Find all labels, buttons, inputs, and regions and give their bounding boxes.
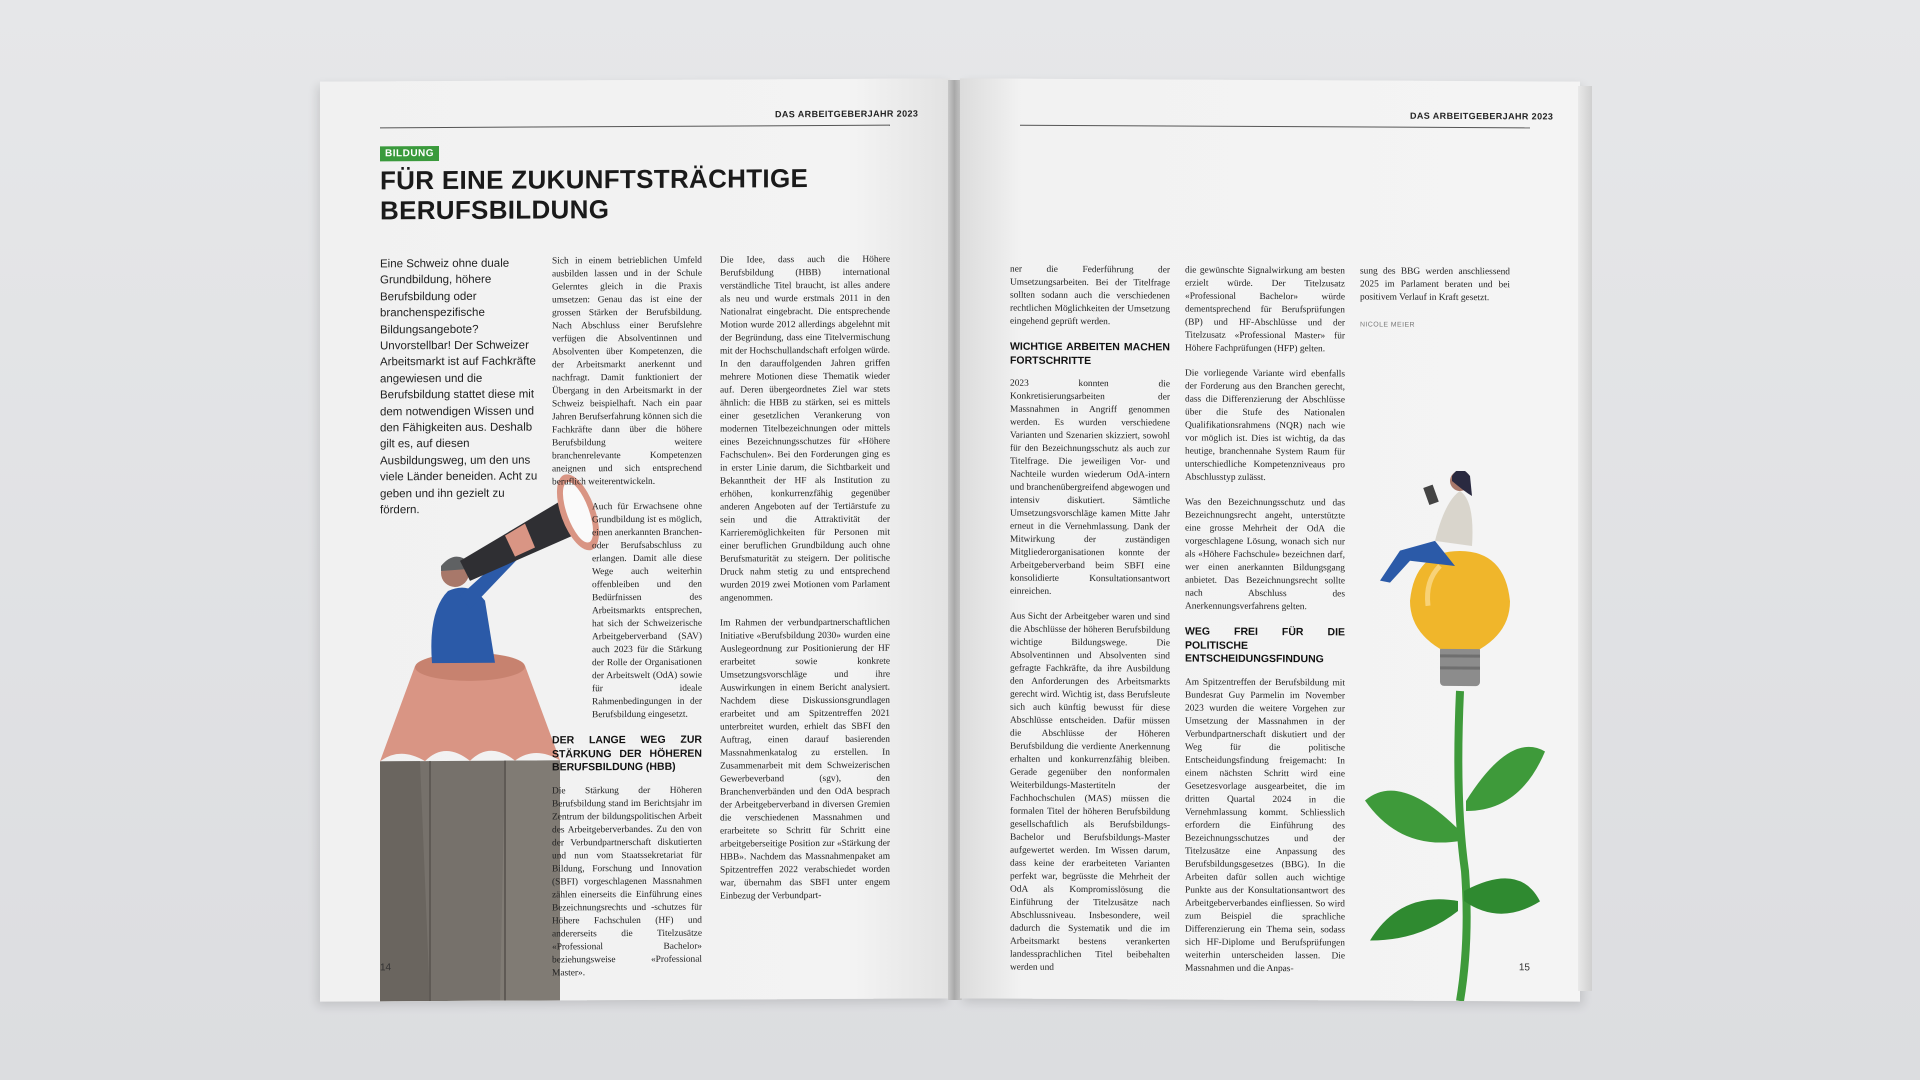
leaf-right [1466, 747, 1545, 812]
page-left [320, 78, 950, 1001]
bulb-base [1440, 646, 1480, 686]
header-rule-left [380, 125, 890, 129]
paragraph: Die Stärkung der Höheren Berufsbildung stand im Berichtsjahr im Zentrum der bildungspolitischen Arbeit des Arbeitgeberverbandes. Zu den von der Verbundpartnerschaft diskutierten und nun vom Staatssekretariat für Bildung, Forschung und Innovation (SBFI) vorgeschlagenen Massnahmen zählen einerseits die Einführung eines Bezeichnungsrechts und -schutzes für Höhere Fachschulen (HF) und andererseits die Titelzusätze «Professional Bachelor» beziehungsweise «Professional Master». [552, 785, 702, 978]
column-2 [552, 255, 702, 992]
paragraph: Am Spitzentreffen der Berufsbildung mit Bundesrat Guy Parmelin im November 2023 wurden die weitere Vorgehen zur Umsetzung der Massnahmen in der Verbundpartnerschaft diskutiert und der Weg für die politische Entscheidungsfindung freigemacht: In einem nächsten Schritt wird eine Gesetzesvorlage ausgearbeitet, die im dritten Quartal 2024 in die Vernehmlassung kommt. Schliesslich erfordern die Einführung des Bezeichnungsschutzes und der Titelzusätze eine Anpassung des Berufsbildungsgesetzes (BBG). In die Arbeiten dafür sollen auch wichtige Punkte aus der Konsultationsantwort des Arbeitgeberverbandes einfliessen. So wird zum Beispiel die sprachliche Differenzierung ein Thema sein, sodass sich HF-Diplome und Berufsprüfungen weiterhin unterscheiden lassen. Die Massnahmen und die Anpas- [1185, 677, 1345, 974]
column-5 [1185, 265, 1345, 988]
lightbulb-plant-illustration [1360, 470, 1560, 1001]
author-byline: NICOLE MEIER [1360, 321, 1415, 329]
paragraph: Sich in einem betrieblichen Umfeld ausbilden lassen und in der Schule Gelerntes gleich in die Praxis umsetzen: Genau das ist eine der grossen Stärken der Berufsbildung. Nach Abschluss einer Berufslehre verfügen die Absolventinnen und Absolventen über Kompetenzen, die der Arbeitsmarkt anerkennt und nachfragt. Damit funktioniert der Übergang in den Arbeitsmarkt in der Schweiz beispielhaft. Nach ein paar Jahren Berufserfahrung können sich die Fachkräfte dann über die höhere Berufsbildung weitere branchenrelevante Kompetenzen aneignen und sich entsprechend beruflich weiterentwickeln. [552, 255, 702, 488]
lead-paragraph: Eine Schweiz ohne duale Grundbildung, höhere Berufsbildung oder branchenspezifische Bildungsangebote? Unvorstellbar! Der Schweizer Arbeitsmarkt ist auf Fachkräfte angewiesen und die Berufsbildung stattet diese mit dem notwendigen Wissen und den Fähigkeiten aus. Deshalb gilt es, auf diesen Ausbildungsweg, um den uns viele Länder beneiden. Acht zu geben und ihn gezielt zu fördern. [380, 257, 538, 517]
paragraph: Im Rahmen der verbundpartnerschaftlichen Initiative «Berufsbildung 2030» wurden eine Auslegeordnung zur Positionierung der HF erarbeitet sowie konkrete Umsetzungsvorschläge und ihre Auswirkungen in einem Bericht analysiert. Nachdem diese Diskussionsgrundlagen erarbeitet und am Spitzentreffen 2021 unterbreitet wurden, erhielt das SBFI den Auftrag, einen darauf basierenden Massnahmenkatalog zu erstellen. In Zusammenarbeit mit dem Schweizerischen Gewerbeverband (sgv), den Branchenverbänden und den OdA besprach der Arbeitgeberverband in diversen Gremien die verschiedenen Massnahmen und erarbeitete so Schritt für Schritt eine arbeitgeberseitige Position zur «Stärkung der HBB». Nachdem das Massnahmenpaket am Spitzentreffen 2022 verabschiedet worden war, übernahm das SBFI unter engem Einbezug der Verbundpart- [720, 617, 890, 902]
page-number-right: 15 [1518, 962, 1530, 974]
paragraph: die gewünschte Signalwirkung am besten erzielt würde. Der Titelzusatz «Professional Bachelor» würde dementsprechend für Berufsprüfungen (BP) und HF-Abschlüsse und der Titelzusatz «Professional Master» für Höhere Fachprüfungen (HFP) gelten. [1185, 265, 1345, 355]
paragraph: Was den Bezeichnungsschutz und das Bezeichnungsrecht angeht, unterstützte eine grosse Mehrheit der OdA die vorgeschlagene Lösung, wonach sich nur als «Höhere Fachschule» bezeichnen darf, wer einen anerkannten Bildungsgang anbietet. Das Bezeichnungsrecht sollte nach Abschluss des Anerkennungsverfahrens gelten. [1185, 497, 1345, 613]
page-right [960, 78, 1580, 1001]
paragraph: Die Idee, dass auch die Höhere Berufsbildung (HBB) international verständliche Titel braucht, ist alles andere als neu und wurde erstmals 2011 in den Nationalrat eingebracht. Die entsprechende Motion wurde 2012 allerdings abgelehnt mit der Begründung, dass eine Titelvermischung mit der Hochschullandschaft erfolgen würde. In den darauffolgenden Jahren griffen mehrere Motionen diese Thematik wieder auf. Deren übergeordnetes Ziel war stets ähnlich: die HBB zu stärken, sei es mittels einer gesetzlichen Verankerung von modernen Titelbezeichnungen oder mittels eines Bezeichnungsschutzes für «Höhere Fachschulen». Bei den Forderungen ging es in erster Linie darum, die Sichtbarkeit und Bekanntheit der HF als Institution zu erhöhen, konkurrenzfähig gegenüber anderen Angeboten auf der Tertiärstufe zu sein und die Attraktivität der Karrieremöglichkeiten für Personen mit einer beruflichen Grundbildung auch ohne Berufsmaturität zu steigern. Der politische Druck nahm stetig zu und entsprechend wurden 2019 zwei Motionen vom Parlament angenommen. [720, 254, 890, 604]
paragraph: 2023 konnten die Konkretisierungsarbeiten der Massnahmen in Angriff genommen werden. Es wurden verschiedene Varianten und Szenarien skizziert, sowohl für den Bezeichnungsschutz als auch zur Titelfrage. Die jeweiligen Vor- und Nachteile wurden wiederum OdA-intern und branchenübergreifend abgewogen und intensiv diskutiert. Sämtliche Umsetzungsvorschläge kamen Mitte Jahr erneut in die Vernehmlassung. Dank der Mitwirkung der zuständigen Mitgliederorganisationen konnte der Arbeitgeberverband beim SBFI eine konsolidierte Konsultationsantwort einreichen. [1010, 378, 1170, 597]
woman-hair [1452, 470, 1472, 496]
subheading: WEG FREI FÜR DIE POLITISCHE ENTSCHEIDUNGSFINDUNG [1185, 625, 1345, 666]
paragraph: ner die Federführung der Umsetzungsarbeiten. Bei der Titelfrage sollten sodann auch die verschiedenen rechtlichen Möglichkeiten der Umsetzung eingehend geprüft werden. [1010, 264, 1170, 328]
running-head-right: DAS ARBEITGEBERJAHR 2023 [1410, 110, 1554, 122]
subheading: WICHTIGE ARBEITEN MACHEN FORTSCHRITTE [1010, 340, 1170, 367]
page-edges [1578, 86, 1592, 991]
paragraph: Auch für Erwachsene ohne Grundbildung ist es möglich, einen anerkannten Branchen- oder Berufsabschluss zu erlangen. Damit alle diese Wege auch weiterhin offenbleiben und den Bedürfnissen des Arbeitsmarkts entsprechen, hat sich der Schweizerische Arbeitgeberverband (SAV) auch 2023 für die Stärkung der Rolle der Organisationen der Arbeitswelt (OdA) sowie für ideale Rahmenbedingungen in der Berufsbildung eingesetzt. [592, 501, 702, 721]
leaf-left-2 [1370, 899, 1458, 941]
paragraph: Aus Sicht der Arbeitgeber waren und sind die Abschlüsse der höheren Berufsbildung wichtige Bildungswege. Die Absolventinnen und Absolventen sind gefragte Fachkräfte, da ihre Ausbildung den Anforderungen des Arbeitsmarkts gerecht wird. Wichtig ist, dass Berufsleute sich auch künftig bewusst für diese Abschlüsse entscheiden. Dafür müssen die Abschlüsse der Höheren Berufsbildung die verdiente Anerkennung erhalten und konkurrenzfähig bleiben. Gerade gegenüber den nonformalen Weiterbildungs-Mastertiteln der Fachhochschulen (MAS) müssen die formalen Titel der höheren Berufsbildung gesellschaftlich als Berufsbildungs-Bachelor und Berufsbildungs-Master aufgewertet werden. Im Wissen darum, dass keine der erarbeiteten Varianten perfekt war, begrüsste die Mehrheit der OdA als Kompromisslösung die Einführung der Titelzusätze nach Abschlussniveau. Insbesondere, weil dadurch die Systematik und die im Arbeitsmarkt bestens verankerten landessprachlichen Titel beibehalten werden und [1010, 611, 1170, 973]
light-bulb [1410, 551, 1510, 650]
article-headline: FÜR EINE ZUKUNFTSTRÄCHTIGE BERUFSBILDUNG [380, 163, 809, 226]
page-number-left: 14 [380, 962, 392, 974]
running-head-left: DAS ARBEITGEBERJAHR 2023 [775, 108, 919, 120]
woman-torso [1435, 491, 1473, 546]
magazine-spread [320, 80, 1600, 1000]
tablet [1423, 485, 1439, 505]
leaf-right-2 [1464, 878, 1540, 914]
paragraph: Die vorliegende Variante wird ebenfalls der Forderung aus den Branchen gerecht, dass die Differenzierung der Abschlüsse über die Stufe des Nationalen Qualifikationsrahmens (NQR) nach wie vor möglich ist. Dies ist wichtig, da das heutige, branchennahe System Raum für unterschiedliche Kompetenzniveaus pro Abschlusstyp zulässt. [1185, 368, 1345, 483]
column-6 [1360, 265, 1510, 332]
header-rule-right [1020, 125, 1530, 129]
leaf-left [1365, 790, 1460, 842]
subheading: DER LANGE WEG ZUR STÄRKUNG DER HÖHEREN BERUFSBILDUNG (HBB) [552, 733, 702, 774]
paragraph: sung des BBG werden anschliessend 2025 im Parlament beraten und bei positivem Verlauf in Kraft gesetzt. [1360, 266, 1510, 304]
plant-stem [1458, 691, 1466, 1001]
section-kicker: BILDUNG [380, 146, 439, 161]
pencil-facet-2 [500, 760, 560, 1000]
column-4 [1010, 264, 1170, 988]
column-3 [720, 254, 890, 916]
